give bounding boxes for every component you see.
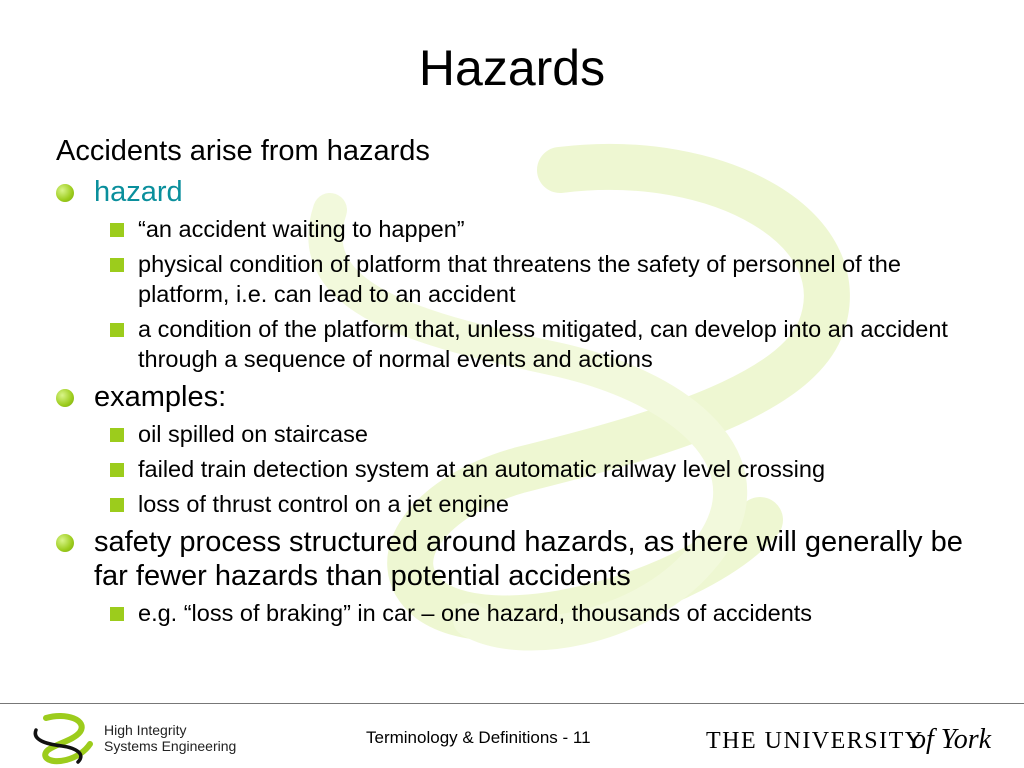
sub-bullet-square-icon: [110, 498, 124, 512]
bullet-text: examples:: [94, 381, 227, 413]
bullet-examples: [56, 380, 986, 414]
sub-bullet: [56, 454, 986, 484]
sub-bullet-text: oil spilled on staircase: [138, 421, 368, 447]
bullet-dot-icon: [56, 389, 74, 407]
sub-bullet-text: physical condition of platform that threatens the safety of personnel of the platform, i.e. can lead to an accident: [138, 251, 901, 307]
bullet-text: safety process structured around hazards, as there will generally be far fewer hazards than potential accidents: [94, 526, 963, 592]
slide-content: [56, 133, 986, 628]
hise-logo-icon: [26, 710, 110, 768]
footer-slide-label: Terminology & Definitions - 11: [366, 728, 591, 747]
footer: [0, 704, 1024, 768]
sub-bullet-text: a condition of the platform that, unless mitigated, can develop into an accident through a sequence of normal events and actions: [138, 316, 948, 372]
bullet-text: hazard: [94, 176, 183, 208]
sub-bullet-text: e.g. “loss of braking” in car – one hazard, thousands of accidents: [138, 600, 813, 626]
hise-line1: High Integrity: [104, 722, 187, 738]
bullet-hazard: [56, 175, 986, 209]
intro-text: Accidents arise from hazards: [56, 135, 430, 167]
university-wordmark: THE UNIVERSITY: [706, 728, 924, 754]
sub-bullet-text: loss of thrust control on a jet engine: [138, 491, 509, 517]
hise-wordmark: [104, 722, 236, 754]
sub-bullet: [56, 489, 986, 519]
sub-bullet-text: “an accident waiting to happen”: [138, 216, 465, 242]
hise-line2: Systems Engineering: [104, 738, 237, 754]
sub-bullet-square-icon: [110, 223, 124, 237]
sub-bullet-square-icon: [110, 463, 124, 477]
sub-bullet-square-icon: [110, 607, 124, 621]
sub-bullet: [56, 598, 986, 628]
bullet-dot-icon: [56, 534, 74, 552]
bullet-dot-icon: [56, 184, 74, 202]
sub-bullet-square-icon: [110, 428, 124, 442]
of-york-script: of York: [912, 724, 992, 755]
slide-title: Hazards: [418, 40, 606, 96]
sub-bullet: [56, 314, 986, 374]
sub-bullet-square-icon: [110, 323, 124, 337]
sub-bullet-square-icon: [110, 258, 124, 272]
university-of-york-logo: [706, 724, 1006, 758]
sub-bullet: [56, 214, 986, 244]
sub-bullet: [56, 419, 986, 449]
sub-bullet: [56, 249, 986, 309]
sub-bullet-text: failed train detection system at an automatic railway level crossing: [138, 456, 826, 482]
bullet-safety-process: [56, 525, 986, 593]
